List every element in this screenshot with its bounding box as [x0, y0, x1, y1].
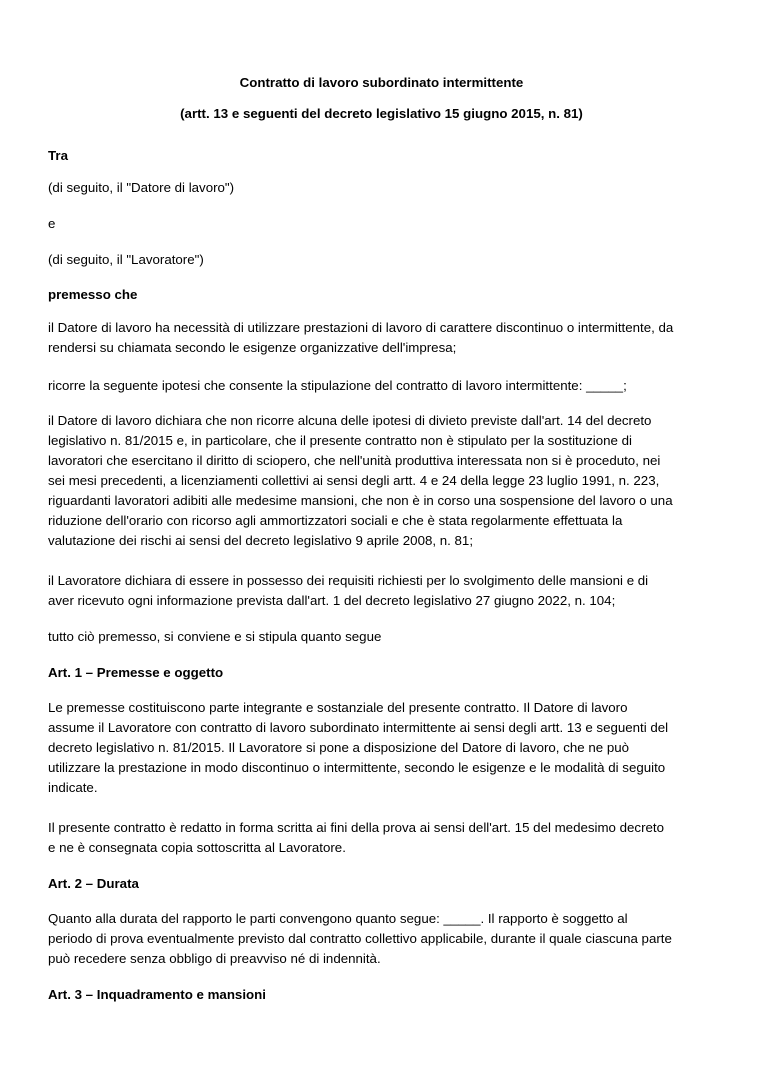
premesso-paragraph-3: il Datore di lavoro dichiara che non ricorre alcuna delle ipotesi di divieto previste dall'art. 14 del decreto legislativo n. 81/2015 e, in particolare, che il presente contratto non è stipulato per la sostituzione di lavoratori che esercitano il diritto di sciopero, che nell'unità produttiva interessata non si è proceduto, nei sei mesi precedenti, a licenziamenti collettivi ai sensi degli artt. 4 e 24 della legge 23 luglio 1991, n. 223, riguardanti lavoratori adibiti alle medesime mansioni, che non è in corso una sospensione del lavoro o una riduzione dell'orario con ricorso agli ammortizzatori sociali e che è stata regolarmente effettuata la valutazione dei rischi ai sensi del decreto legislativo 9 aprile 2008, n. 81;	[48, 413, 673, 548]
article-2-paragraph-1: Quanto alla durata del rapporto le parti convengono quanto segue: _____. Il rapporto è soggetto al periodo di prova eventualmente previsto dal contratto collettivo applicabile, durante il quale ciascuna parte può recedere senza obbligo di preavviso né di indennità.	[48, 911, 672, 966]
premesso-closing: tutto ciò premesso, si conviene e si stipula quanto segue	[48, 629, 382, 644]
document-title: Contratto di lavoro subordinato intermittente	[239, 75, 524, 90]
article-1-paragraph-1: Le premesse costituiscono parte integrante e sostanziale del presente contratto. Il Datore di lavoro assume il Lavoratore con contratto di lavoro subordinato intermittente ai sensi degli artt. 13 e seguenti del decreto legislativo n. 81/2015. Il Lavoratore si pone a disposizione del Datore di lavoro, che ne può utilizzare la prestazione in modo discontinuo o intermittente, secondo le esigenze e le modalità di seguito indicate.	[48, 700, 669, 795]
parties-conjunction: e	[48, 216, 56, 231]
document-subtitle: (artt. 13 e seguenti del decreto legislativo 15 giugno 2015, n. 81)	[180, 106, 583, 121]
worker-placeholder: (di seguito, il "Lavoratore")	[48, 252, 204, 267]
article-1-paragraph-2: Il presente contratto è redatto in forma scritta ai fini della prova ai sensi dell'art. 15 del medesimo decreto e ne è consegnata copia sottoscritta al Lavoratore.	[48, 820, 664, 855]
premesso-paragraph-2: ricorre la seguente ipotesi che consente la stipulazione del contratto di lavoro intermittente: _____;	[48, 378, 627, 393]
parties-heading: Tra	[48, 148, 68, 163]
article-1-heading: Art. 1 – Premesse e oggetto	[48, 665, 224, 680]
premesso-heading: premesso che	[48, 287, 138, 302]
article-3-heading: Art. 3 – Inquadramento e mansioni	[48, 987, 266, 1002]
premesso-paragraph-4: il Lavoratore dichiara di essere in possesso dei requisiti richiesti per lo svolgimento delle mansioni e di aver ricevuto ogni informazione prevista dall'art. 1 del decreto legislativo 27 giugno 2022, n. 104;	[48, 573, 649, 608]
premesso-paragraph-1: il Datore di lavoro ha necessità di utilizzare prestazioni di lavoro di carattere discontinuo o intermittente, da rendersi su chiamata secondo le esigenze organizzative dell'impresa;	[48, 320, 674, 355]
employer-placeholder: (di seguito, il "Datore di lavoro")	[48, 180, 235, 195]
article-2-heading: Art. 2 – Durata	[48, 876, 139, 891]
